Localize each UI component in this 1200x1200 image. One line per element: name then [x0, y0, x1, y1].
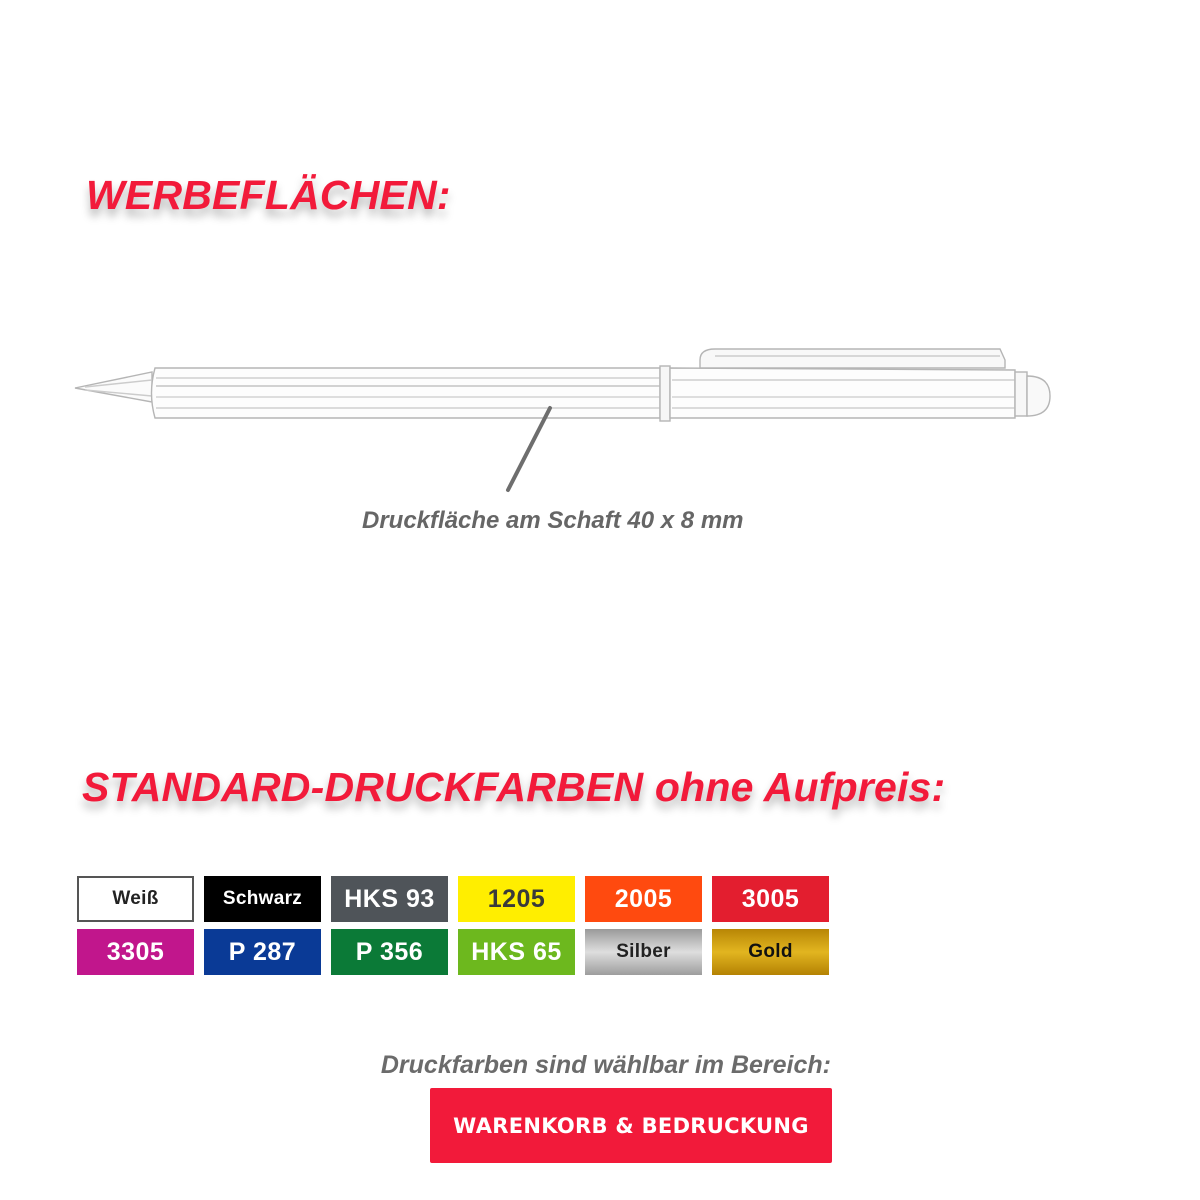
- color-swatch: 1205: [458, 876, 575, 922]
- color-swatch: Weiß: [77, 876, 194, 922]
- color-swatch: HKS 65: [458, 929, 575, 975]
- color-swatch: Silber: [585, 929, 702, 975]
- print-area-caption: Druckfläche am Schaft 40 x 8 mm: [362, 507, 744, 534]
- color-swatch: 3305: [77, 929, 194, 975]
- color-swatch: 2005: [585, 876, 702, 922]
- pen-illustration: [60, 300, 1060, 520]
- cart-and-printing-button[interactable]: WARENKORB & BEDRUCKUNG: [430, 1088, 832, 1163]
- color-swatch-grid: [77, 876, 829, 976]
- color-selection-hint: Druckfarben sind wählbar im Bereich:: [380, 1051, 831, 1079]
- color-swatch: 3005: [712, 876, 829, 922]
- color-swatch: P 356: [331, 929, 448, 975]
- color-swatch: Gold: [712, 929, 829, 975]
- advertising-heading: WERBEFLÄCHEN:: [86, 172, 451, 218]
- color-swatch: Schwarz: [204, 876, 321, 922]
- standard-colors-heading: STANDARD-DRUCKFARBEN ohne Aufpreis:: [82, 764, 946, 810]
- color-swatch: HKS 93: [331, 876, 448, 922]
- color-swatch: P 287: [204, 929, 321, 975]
